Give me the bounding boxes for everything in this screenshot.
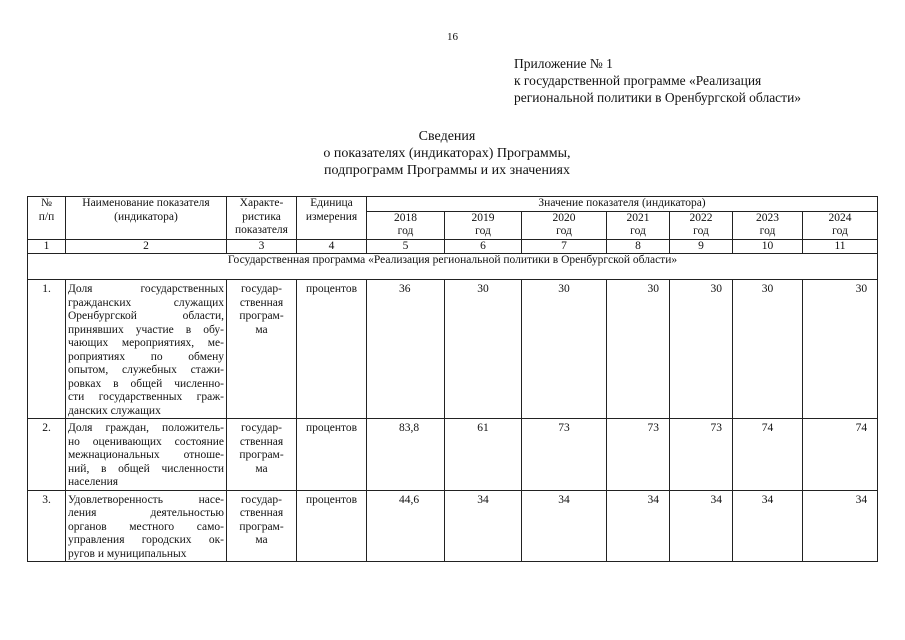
indicator-name-line: органов местного само- <box>68 520 224 533</box>
header-characteristic <box>227 197 297 240</box>
column-number: 6 <box>445 239 522 254</box>
indicator-name-line: опытом, служебных стажи- <box>68 364 224 376</box>
header-name <box>66 197 227 240</box>
appendix-line: к государственной программе «Реализация <box>514 73 762 88</box>
title-line: подпрограмм Программы и их значениях <box>324 163 570 178</box>
characteristic-line: ма <box>255 534 268 546</box>
characteristic-line: програм- <box>239 310 284 322</box>
indicator-characteristic <box>227 419 297 491</box>
header-text: ристика <box>242 210 281 223</box>
year-value: 2024 <box>828 211 852 224</box>
indicator-unit: процентов <box>297 419 367 491</box>
header-year <box>733 211 803 239</box>
year-value: 2021 <box>626 211 650 224</box>
indicator-name-line: Удовлетворенность насе- <box>68 493 224 506</box>
year-value: 2020 <box>552 211 576 224</box>
year-suffix: год <box>693 225 709 237</box>
column-number: 2 <box>66 239 227 254</box>
year-suffix: год <box>397 225 414 237</box>
header-text: (индикатора) <box>114 210 178 223</box>
indicator-value: 34 <box>670 490 733 562</box>
indicator-name-line: ругов и муниципальных <box>68 547 187 560</box>
indicator-name-line: Доля государственных <box>68 283 224 295</box>
column-number: 10 <box>733 239 803 254</box>
indicator-name-line: ровках в общей численно- <box>68 377 224 390</box>
indicator-name <box>66 280 227 419</box>
indicator-value: 30 <box>607 280 670 419</box>
header-unit <box>297 197 367 240</box>
column-number: 7 <box>522 239 607 254</box>
indicator-name-line: Доля граждан, положитель- <box>68 422 224 434</box>
indicator-name-line: чающих мероприятиях, ме- <box>68 337 224 349</box>
year-suffix: год <box>630 225 646 237</box>
indicator-value: 74 <box>803 419 878 491</box>
indicator-name-line: но оценивающих состояние <box>68 435 224 448</box>
table-row <box>28 280 878 419</box>
title-line: Сведения <box>418 129 476 144</box>
year-suffix: год <box>556 225 572 237</box>
indicator-value: 30 <box>733 280 803 419</box>
header-year <box>522 211 607 239</box>
indicator-value: 83,8 <box>367 419 445 491</box>
header-text: показателя <box>235 224 288 236</box>
indicator-name <box>66 490 227 562</box>
indicator-value: 44,6 <box>367 490 445 562</box>
column-number: 1 <box>28 239 66 254</box>
indicator-name-line: ления деятельностью <box>68 507 224 519</box>
indicator-value: 34 <box>607 490 670 562</box>
title-line: о показателях (индикаторах) Программы, <box>323 146 571 161</box>
indicator-unit: процентов <box>297 280 367 419</box>
column-number: 8 <box>607 239 670 254</box>
characteristic-line: ственная <box>239 435 284 448</box>
indicator-value: 73 <box>670 419 733 491</box>
indicator-value: 30 <box>670 280 733 419</box>
appendix-line: Приложение № 1 <box>514 56 613 71</box>
header-year <box>445 211 522 239</box>
year-value: 2018 <box>394 211 417 224</box>
header-text: № <box>41 197 52 209</box>
characteristic-line: програм- <box>239 449 284 461</box>
column-number: 5 <box>367 239 445 254</box>
year-suffix: год <box>759 225 776 237</box>
row-number: 1. <box>28 280 66 419</box>
year-value: 2019 <box>471 211 495 224</box>
indicator-name-line: гражданских служащих <box>68 296 224 309</box>
characteristic-line: ма <box>255 323 268 336</box>
indicator-name-line: сти государственных граж- <box>68 391 224 403</box>
indicator-characteristic <box>227 280 297 419</box>
characteristic-line: ма <box>255 462 268 475</box>
indicator-name <box>66 419 227 491</box>
header-text: Единица <box>310 197 353 209</box>
indicator-value: 30 <box>803 280 878 419</box>
page-number: 16 <box>447 31 458 43</box>
year-value: 2023 <box>756 211 779 224</box>
indicator-value: 74 <box>733 419 803 491</box>
year-suffix: год <box>475 225 491 237</box>
indicator-value: 73 <box>607 419 670 491</box>
indicator-name-line: данских служащих <box>68 404 161 417</box>
indicator-name-line: населения <box>68 476 119 488</box>
document-title <box>247 128 647 179</box>
table-row <box>28 490 878 562</box>
section-title: Государственная программа «Реализация региональной политики в Оренбургской области» <box>28 254 878 280</box>
characteristic-line: ственная <box>239 507 284 519</box>
indicator-value: 34 <box>733 490 803 562</box>
indicator-name-line: роприятиях по обмену <box>68 350 224 363</box>
indicator-value: 61 <box>445 419 522 491</box>
indicator-name-line: управления городских ок- <box>68 534 224 546</box>
indicator-name-line: принявших участие в обу- <box>68 323 224 336</box>
indicator-name-line: ний, в общей численности <box>68 462 224 475</box>
indicator-value: 34 <box>445 490 522 562</box>
column-number: 9 <box>670 239 733 254</box>
indicator-characteristic <box>227 490 297 562</box>
indicator-value: 34 <box>803 490 878 562</box>
indicator-value: 36 <box>367 280 445 419</box>
header-text: Характе- <box>239 197 284 209</box>
indicator-value: 73 <box>522 419 607 491</box>
indicator-name-line: Оренбургской области, <box>68 310 224 322</box>
indicators-table <box>27 196 878 562</box>
year-suffix: год <box>832 225 848 237</box>
column-number: 3 <box>227 239 297 254</box>
header-text: п/п <box>38 210 55 223</box>
header-number <box>28 197 66 240</box>
header-text: Наименование показателя <box>82 197 210 209</box>
header-text: измерения <box>305 210 358 223</box>
indicator-name-line: межнациональных отноше- <box>68 449 224 461</box>
characteristic-line: государ- <box>241 283 282 295</box>
header-value-group: Значение показателя (индикатора) <box>367 197 878 212</box>
header-year <box>367 211 445 239</box>
appendix-line: региональной политики в Оренбургской области» <box>514 90 802 105</box>
characteristic-line: государ- <box>241 422 282 434</box>
indicator-value: 30 <box>522 280 607 419</box>
table-row <box>28 419 878 491</box>
row-number: 3. <box>28 490 66 562</box>
characteristic-line: государ- <box>241 493 282 506</box>
indicator-unit: процентов <box>297 490 367 562</box>
characteristic-line: ственная <box>239 296 284 309</box>
column-number: 11 <box>803 239 878 254</box>
column-number: 4 <box>297 239 367 254</box>
year-value: 2022 <box>689 211 713 224</box>
characteristic-line: програм- <box>239 520 284 533</box>
header-year <box>803 211 878 239</box>
appendix-header <box>514 55 801 106</box>
header-year <box>670 211 733 239</box>
indicator-value: 34 <box>522 490 607 562</box>
indicator-value: 30 <box>445 280 522 419</box>
header-year <box>607 211 670 239</box>
row-number: 2. <box>28 419 66 491</box>
